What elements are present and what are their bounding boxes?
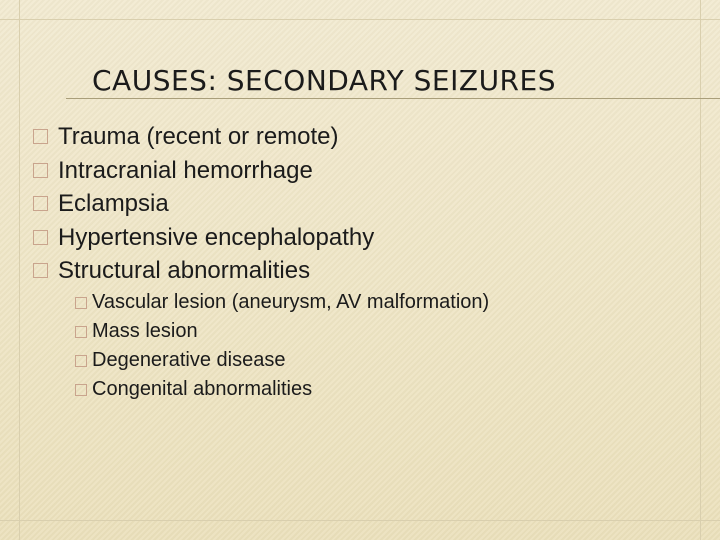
bullet-text: Hypertensive encephalopathy	[58, 223, 375, 251]
frame-line-bottom	[0, 520, 720, 521]
frame-line-left	[19, 0, 20, 540]
sub-bullet-text: Congenital abnormalities	[92, 378, 313, 400]
sub-bullet-list	[75, 288, 489, 404]
square-bullet-icon	[33, 196, 48, 211]
sub-bullet-item	[75, 317, 489, 346]
sub-bullet-text: Vascular lesion (aneurysm, AV malformation)	[92, 291, 490, 313]
bullet-text: Trauma (recent or remote)	[58, 123, 339, 150]
square-bullet-icon	[33, 129, 48, 144]
bullet-text: Eclampsia	[58, 190, 169, 217]
square-bullet-icon	[33, 163, 48, 178]
square-bullet-icon	[75, 297, 87, 309]
sub-bullet-text: Degenerative disease	[92, 349, 286, 371]
bullet-item	[33, 221, 374, 255]
square-bullet-icon	[33, 263, 48, 278]
square-bullet-icon	[33, 230, 48, 245]
bullet-item	[33, 187, 374, 221]
bullet-list	[33, 120, 374, 288]
square-bullet-icon	[75, 355, 87, 367]
bullet-text: Structural abnormalities	[58, 257, 311, 284]
frame-line-top	[0, 19, 720, 20]
bullet-text: Intracranial hemorrhage	[58, 156, 313, 184]
bullet-item	[33, 154, 374, 188]
title-underline	[66, 98, 720, 99]
square-bullet-icon	[75, 326, 87, 338]
frame-line-right	[700, 0, 701, 540]
sub-bullet-item	[75, 288, 489, 317]
sub-bullet-item	[75, 346, 489, 375]
sub-bullet-text: Mass lesion	[92, 320, 198, 342]
bullet-item	[33, 120, 374, 154]
bullet-item	[33, 254, 374, 288]
square-bullet-icon	[75, 384, 87, 396]
slide-title: CAUSES: SECONDARY SEIZURES	[92, 64, 556, 97]
sub-bullet-item	[75, 375, 489, 404]
